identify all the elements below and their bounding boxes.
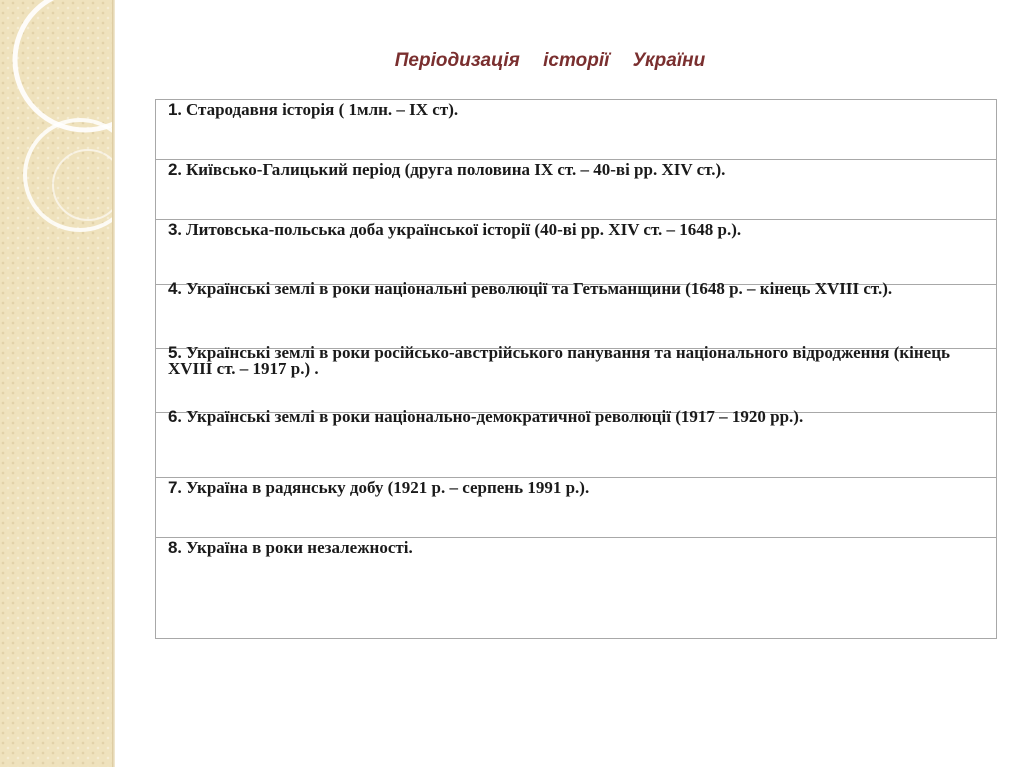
table-row <box>156 160 996 220</box>
period-text: 2. Київсько-Галицький період (друга половина IX ст. – 40-ві рр. XIV ст.). <box>168 160 726 179</box>
period-text: 3. Литовська-польська доба української історії (40-ві рр. XIV ст. – 1648 р.). <box>168 220 742 239</box>
period-text: 6. Українські землі в роки національно-демократичної революції (1917 – 1920 рр.). <box>168 407 804 426</box>
period-text: 7. Україна в радянську добу (1921 р. – серпень 1991 р.). <box>168 478 590 497</box>
side-panel-edge <box>112 0 115 767</box>
table-row <box>156 343 996 413</box>
decorative-circles <box>0 0 112 767</box>
table-row <box>156 538 996 638</box>
table-row <box>156 220 996 285</box>
table-row <box>156 100 996 160</box>
period-text: 5. Українські землі в роки російсько-австрійського панування та національного відродження (кінець XVIII ст. – 1917 р.) . <box>168 343 951 378</box>
table-row <box>156 279 996 349</box>
table-row <box>156 407 996 478</box>
periods-table <box>155 99 997 639</box>
period-text: 1. Стародавня історія ( 1млн. – IX ст). <box>168 100 459 119</box>
period-text: 4. Українські землі в роки національні революції та Гетьманщини (1648 р. – кінець XVIII ст.). <box>168 279 893 298</box>
table-row <box>156 478 996 538</box>
slide-title: Періодизація історії України <box>394 50 706 71</box>
decorative-side-panel <box>0 0 112 767</box>
period-text: 8. Україна в роки незалежності. <box>168 538 413 557</box>
